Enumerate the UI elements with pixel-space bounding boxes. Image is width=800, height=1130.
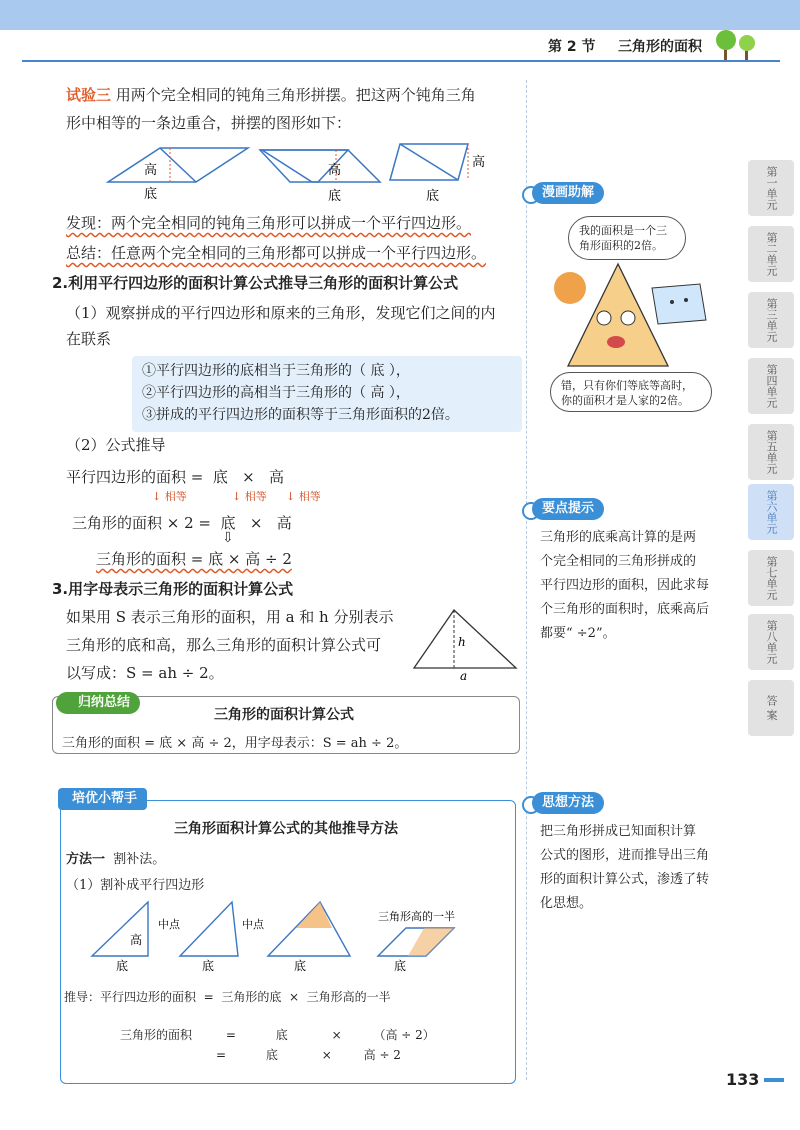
- tab-unit-7[interactable]: 第七单元: [748, 550, 794, 606]
- tab-unit-6[interactable]: 第六单元: [748, 484, 794, 540]
- equal-label-3: 相等: [298, 490, 321, 503]
- tip-tag: 要点提示: [532, 498, 604, 520]
- obtuse-parallelograms-figure: [100, 140, 490, 206]
- peiyou-tag: 培优小帮手: [58, 788, 147, 810]
- tip-line-1: 三角形的底乘高计算的是两: [540, 530, 697, 545]
- section-title: 三角形的面积: [618, 39, 702, 55]
- derive-row-2: [120, 1026, 435, 1043]
- r3-di: 底: [265, 1048, 278, 1062]
- equal-label-1: 相等: [164, 490, 187, 503]
- sec2-p1b: 在联系: [66, 330, 112, 348]
- equal-arrow-1: ↓ 相等: [152, 490, 187, 503]
- side-divider: [526, 80, 527, 1080]
- tab-unit-5[interactable]: 第五单元: [748, 424, 794, 480]
- comic-bubble-2: 错，只有你们等底等高时，你的面积才是人家的2倍。: [550, 372, 712, 412]
- guina-tag: 归纳总结: [56, 692, 140, 714]
- cut-fill-figure: [88, 898, 488, 974]
- guina-title: 三角形的面积计算公式: [214, 707, 354, 723]
- formula-double: 三角形的面积 × 2 = 底 × 高: [72, 514, 292, 532]
- comic-figure: [548, 262, 718, 372]
- sec2-heading: 2.利用平行四边形的面积计算公式推导三角形的面积计算公式: [52, 274, 459, 292]
- h-label: h: [458, 635, 466, 649]
- cut-gao: 高: [130, 933, 143, 947]
- sec3-heading: 3.用字母表示三角形的面积计算公式: [52, 580, 294, 598]
- a-label: a: [460, 669, 468, 682]
- tree-icon: [712, 28, 762, 62]
- fig-gao-2: 高: [328, 163, 342, 178]
- idea-line-2: 公式的图形，进而推导出三角: [540, 848, 710, 863]
- tip-line-4: 个三角形的面积时，底乘高后: [540, 602, 710, 617]
- cut-di-4: 底: [394, 959, 407, 973]
- formula-parallelogram: 平行四边形的面积 = 底 × 高: [66, 468, 285, 486]
- comic-tag: 漫画助解: [532, 182, 604, 204]
- sec3-l2: 三角形的底和高，那么三角形的面积计算公式可: [66, 636, 382, 654]
- r2-eq: =: [225, 1028, 236, 1042]
- r2-times: ×: [331, 1028, 342, 1042]
- idea-line-3: 形的面积计算公式，渗透了转: [540, 872, 710, 887]
- exp3-paragraph: [66, 84, 526, 106]
- fig-di-1: 底: [144, 187, 158, 202]
- comic-bubble-1: 我的面积是一个三角形面积的2倍。: [568, 216, 686, 260]
- tab-unit-2[interactable]: 第二单元: [748, 226, 794, 282]
- peiyou-title: 三角形面积计算公式的其他推导方法: [174, 821, 398, 837]
- relation-1: ①平行四边形的底相当于三角形的（ 底 ），: [142, 363, 410, 379]
- fig-gao-1: 高: [144, 163, 158, 178]
- exp3-line2: 形中相等的一条边重合，拼摆的图形如下：: [66, 114, 352, 132]
- tab-unit-3[interactable]: 第三单元: [748, 292, 794, 348]
- cut-di-2: 底: [202, 959, 215, 973]
- formula-triangle: 三角形的面积 = 底 × 高 ÷ 2: [96, 550, 292, 568]
- tip-line-3: 平行四边形的面积，因此求每: [540, 578, 710, 593]
- half-height-label: 三角形高的一半: [378, 910, 455, 923]
- cut-di-1: 底: [116, 959, 129, 973]
- sec2-p2: （2）公式推导: [66, 436, 166, 454]
- page-marker: [764, 1078, 784, 1082]
- section-label: 第 2 节: [548, 39, 596, 55]
- fig-gao-3: 高: [472, 155, 486, 170]
- r3-times: ×: [321, 1048, 332, 1062]
- r3-gao-half: 高 ÷ 2: [363, 1048, 401, 1062]
- tab-unit-1[interactable]: 第一单元: [748, 160, 794, 216]
- tab-unit-8[interactable]: 第八单元: [748, 614, 794, 670]
- sec3-l3: 以写成：S = ah ÷ 2。: [66, 664, 224, 682]
- header-band: [0, 0, 800, 30]
- triangle-ah-figure: [408, 604, 520, 682]
- equal-arrow-2: ↓ 相等: [232, 490, 267, 503]
- peiyou-method: [66, 848, 165, 867]
- derive-row-1: 推导：平行四边形的面积 = 三角形的底 × 三角形高的一半: [64, 990, 391, 1004]
- derive-row-3: [216, 1046, 401, 1063]
- idea-line-4: 化思想。: [540, 896, 593, 911]
- r3-eq: =: [216, 1048, 227, 1062]
- fig-di-3: 底: [426, 189, 440, 204]
- exp3-tag: 试验三: [66, 86, 112, 104]
- r2-left: 三角形的面积: [120, 1028, 193, 1042]
- equal-label-2: 相等: [244, 490, 267, 503]
- relation-3: ③拼成的平行四边形的面积等于三角形面积的2倍。: [142, 407, 459, 423]
- r2-gao-half: （高 ÷ 2）: [373, 1028, 435, 1042]
- r2-di: 底: [275, 1028, 288, 1042]
- tip-text: [540, 526, 740, 646]
- zhongdian-1: 中点: [158, 918, 180, 931]
- tip-line-2: 个完全相同的三角形拼成的: [540, 554, 697, 569]
- cut-di-3: 底: [294, 959, 307, 973]
- tab-answers[interactable]: 答 案: [748, 680, 794, 736]
- idea-tag: 思想方法: [532, 792, 604, 814]
- summary: 总结：任意两个完全相同的三角形都可以拼成一个平行四边形。: [66, 244, 487, 262]
- equal-arrow-3: ↓ 相等: [286, 490, 321, 503]
- sec2-p1a: （1）观察拼成的平行四边形和原来的三角形，发现它们之间的内: [66, 304, 496, 322]
- page-number: 133: [726, 1070, 760, 1089]
- idea-line-1: 把三角形拼成已知面积计算: [540, 824, 697, 839]
- method-label: 方法一: [66, 852, 106, 867]
- peiyou-sub: （1）割补成平行四边形: [66, 878, 205, 893]
- exp3-line1: 用两个完全相同的钝角三角形拼摆。把这两个钝角三角: [115, 86, 476, 104]
- relation-box: [132, 356, 522, 432]
- method-name: 割补法。: [113, 852, 166, 867]
- relation-2: ②平行四边形的高相当于三角形的（ 高 ），: [142, 385, 410, 401]
- fig-di-2: 底: [328, 189, 342, 204]
- sec3-l1: 如果用 S 表示三角形的面积，用 a 和 h 分别表示: [66, 608, 394, 626]
- finding: 发现：两个完全相同的钝角三角形可以拼成一个平行四边形。: [66, 214, 472, 232]
- tab-unit-4[interactable]: 第四单元: [748, 358, 794, 414]
- guina-text: 三角形的面积 = 底 × 高 ÷ 2，用字母表示：S = ah ÷ 2。: [62, 736, 408, 751]
- tip-line-5: 都要“ ÷2”。: [540, 626, 616, 641]
- zhongdian-2: 中点: [242, 918, 264, 931]
- idea-text: [540, 820, 740, 916]
- down-arrow-icon: ⇩: [222, 530, 234, 546]
